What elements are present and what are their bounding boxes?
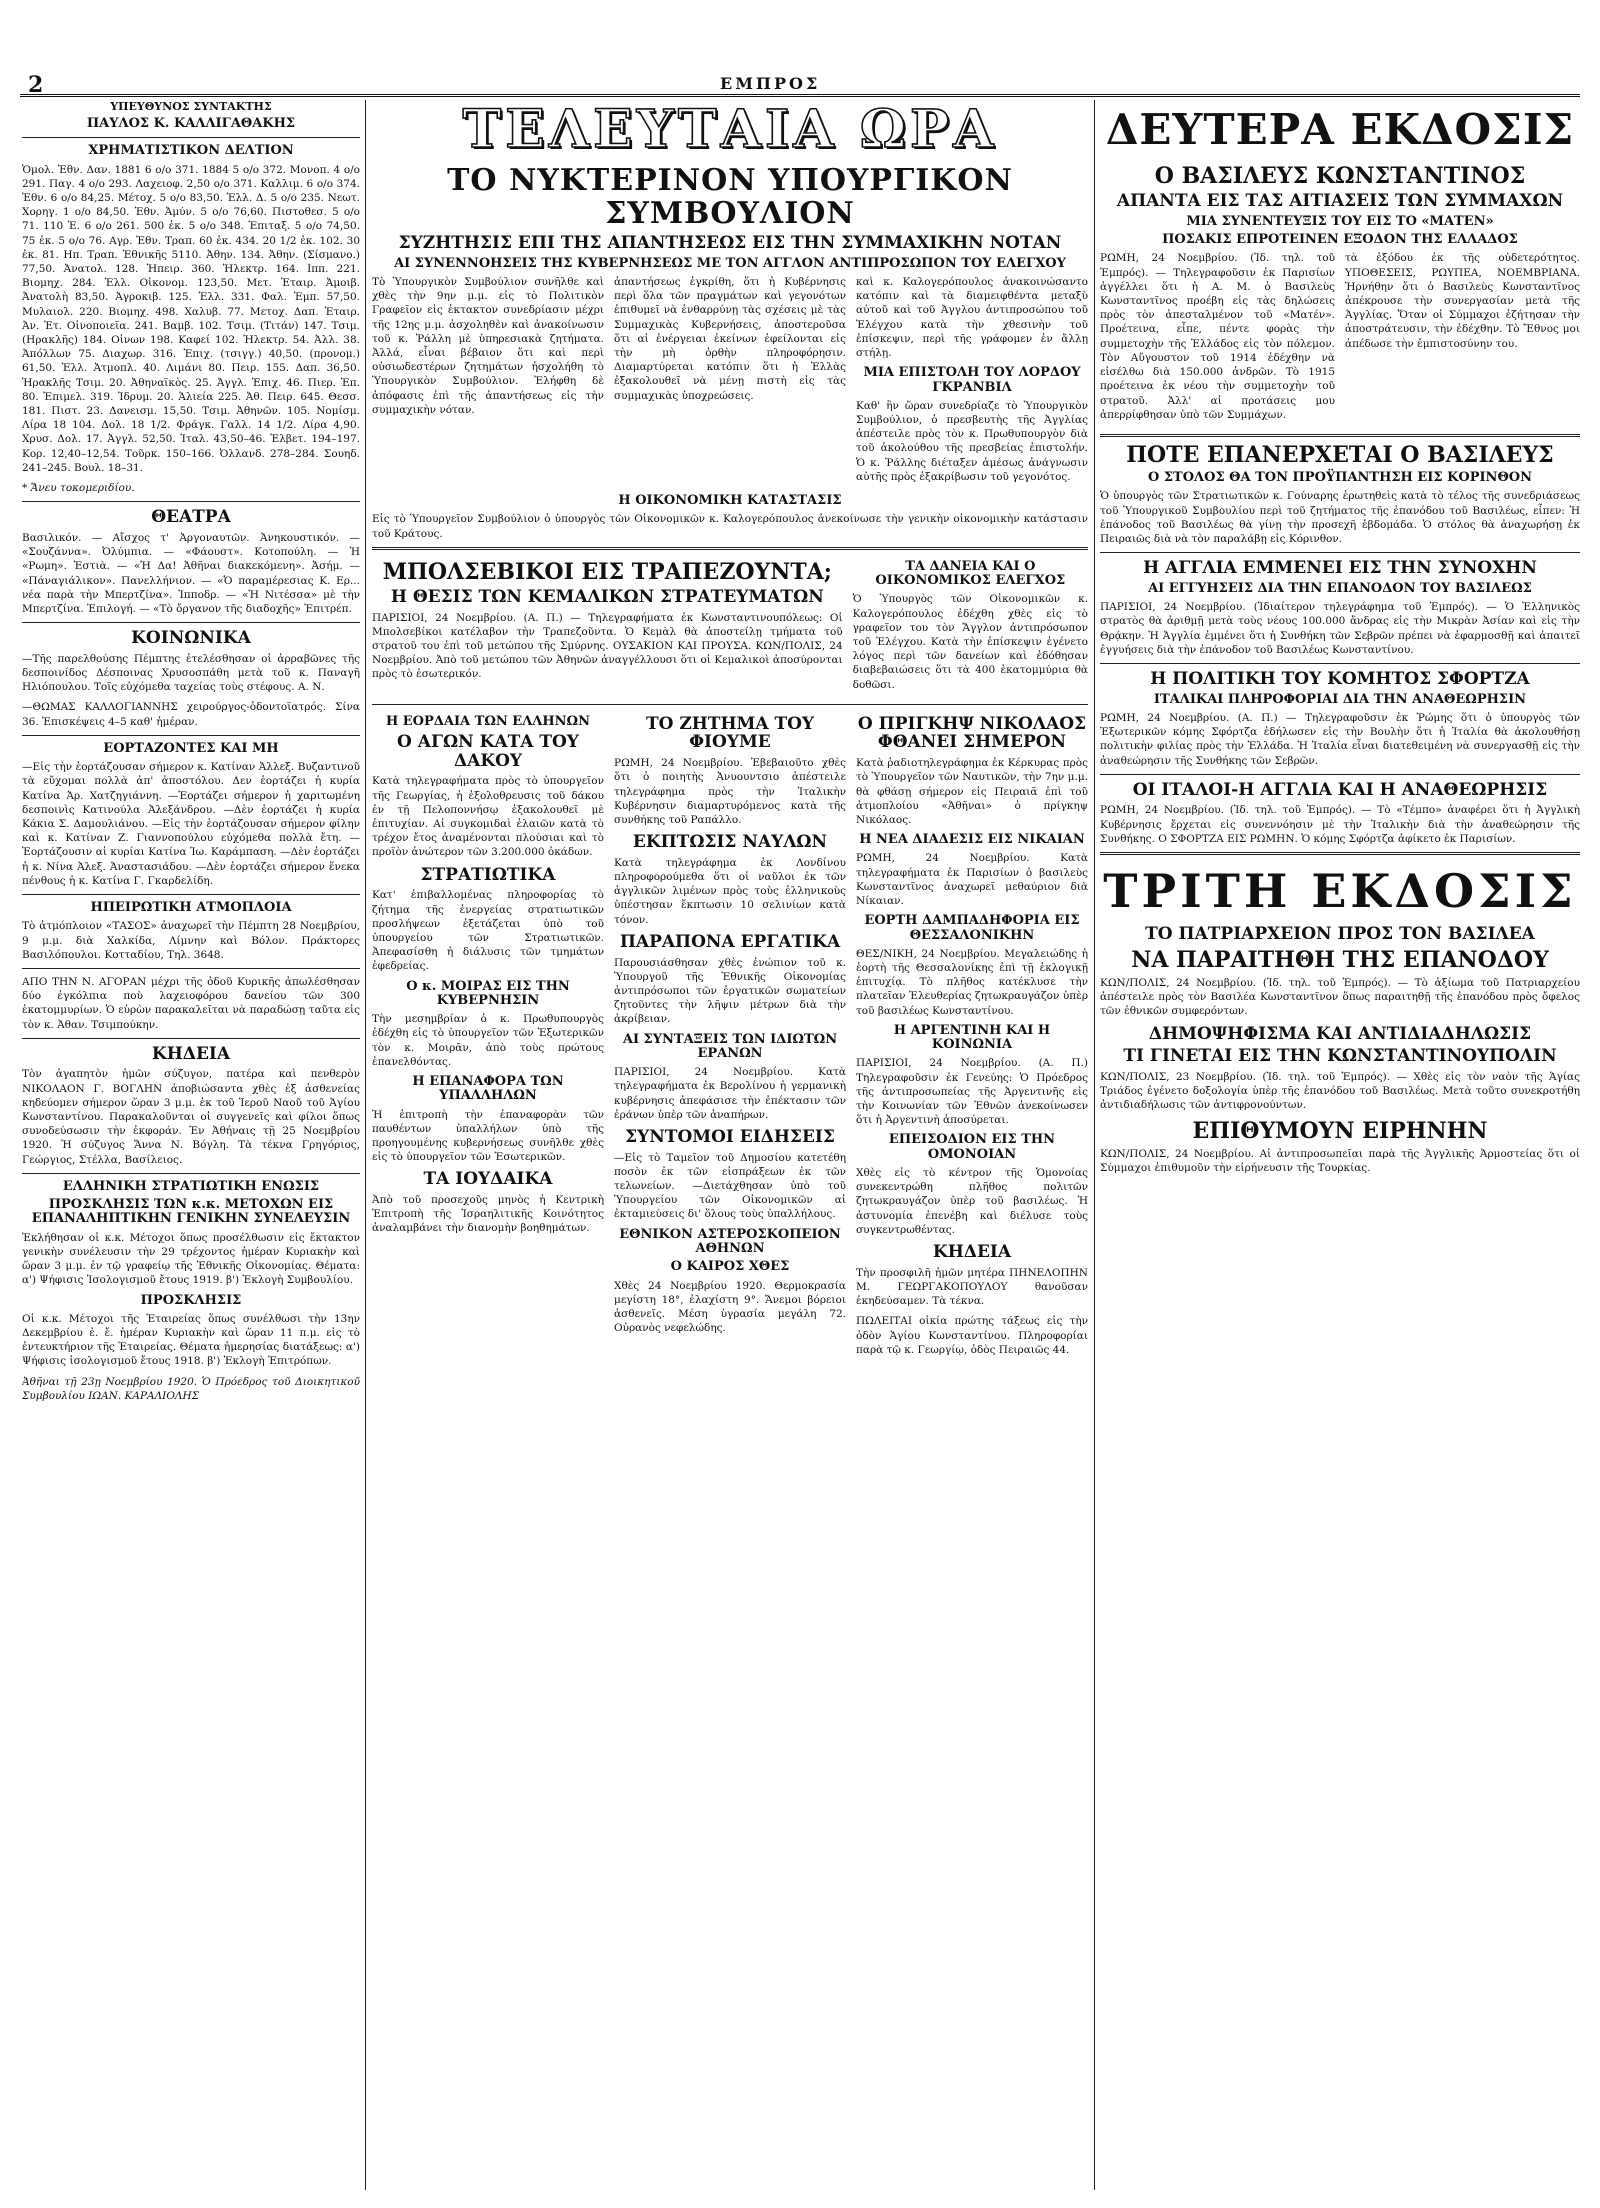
military-text: Κατ' ἐπιβαλλομένας πληροφορίας τὸ ζήτημα τῆς ἐνεργείας στρατιωτικῶν προσλήψεων ἐξετάζεται ὑπὸ τοῦ ὑπουργείου τῶν Στρατιωτικῶν. Ἀπεφασίσθη ἡ διάλυσις τῶν τμημάτων ἐφεδρείας. (372, 889, 604, 973)
patriarch-text: ΚΩΝ/ΠΟΛΙΣ, 24 Νοεμβρίου. (Ἰδ. τηλ. τοῦ Ἐμπρός). — Τὸ ἀξίωμα τοῦ Πατριαρχείου ἀπέστειλε πρὸς τὸν Βασιλέα Κωνσταντῖνον ὅπως παραιτηθῇ τῆς ἐπανόδου πρὸς ὄφελος τῶν ἐθνικῶν συμφερόντων. (1100, 976, 1580, 1018)
editor-name: ΠΑΥΛΟΣ Κ. ΚΑΛΛΙΓΑΘΑΚΗΣ (86, 116, 296, 131)
notaries-headline: ΑΙ ΣΥΝΤΑΞΕΙΣ ΤΩΝ ΙΔΙΩΤΩΝ ΕΡΑΝΩΝ (622, 1031, 838, 1061)
weather-headline: Ο ΚΑΙΡΟΣ ΧΘΕΣ (670, 1259, 790, 1275)
lead-headline: ΤΟ ΝΥΚΤΕΡΙΝΟΝ ΥΠΟΥΡΓΙΚΟΝ ΣΥΜΒΟΥΛΙΟΝ (447, 163, 1013, 231)
finance-text: Ὁμολ. Ἐθν. Δαν. 1881 6 ο/ο 371. 1884 5 ο/ο 372. Μονοπ. 4 ο/ο 291. Παγ. 4 ο/ο 293. Λαχειοφ. 2,50 ο/ο 371. Καλλιμ. 6 ο/ο 374. Ἐθν. 6 ο/ο 84,25. Μέτοχ. 5 ο/ο 83,50. Ἐλλ. Δ. 5 ο/ο 235. Νεωτ. Χορηγ. 1 ο/ο 84,50. Ἐθν. Ἀμύν. 5 ο/ο 76,60. Πιστοθεσ. 5 ο/ο 71. 110 Ἐ. 6 ο/ο 261. 500 ἐκ. 5 ο/ο 348. Ἐπιταξ. 5 ο/ο 74,50. 75 ἐκ. 5 ο/ο 76. Αγρ. Ἐθν. Τραπ. 60 ἐκ. 434. 20 1/2 ἐκ. 102. 30 ἐκ. 81. Ηπ. Τραπ. Ἐθνικῆς 5110. Ἀθην. 134. Ἀθην. (Σίσμανο.) 77,50. Ἀνατολ. 128. Ἠπειρ. 360. Ἠλεκτρ. 164. Ιππ. 221. Βιομηχ. 284. Ἑλλ. Οἰκονομ. 123,50. Μετ. Ἐταιρ. Ἀμοιβ. Ἀνατολὴ 83,50. Ἀγροκιβ. 125. Ἑλλ. 331. Φαλ. Ἐμπ. 57,50. Μυλαιολ. 220. Βιομηχ. 498. Χαλυβ. 77. Μετοχ. Δαπ. Ἐταιρ. Ἀν. Ἑτ. Οἰνοποιεῖα. 241. Βαμβ. 102. Τσιμ. (Τιτάν) 147. Τσιμ. (Ηρακλῆς) 184. Οἰνων 198. Καφεί 102. Ἠλεκτρ. 54. Ἀλλ. 38. Ἀπόλλων 75. Διαχωρ. 316. Ἐπιχ. (τσιγγ.) 40,50. (προνομ.) 61,50. Ἐλλ. Ἀτμοπλ. 40. Λιμάνι 80. Πειρ. 155. Δαπ. 36,50. Ἡρακλῆς Τσιμ. 20. Ἀθηναϊκὸς. 25. Ἀγγλ. Ἐπιχ. 46. Πιερ. Ἐπ. 80. Ἐπιμελ. 319. Ἰδρυμ. 20. Ἁλιεία 225. Ἀθ. Πειρ. 645. Θεσσ. 181. Πιστ. 23. Δανεισμ. 15,50. Τσιμ. Ἀθηνῶν. 105. Νομίσμ. Λίρα 18 104. Δολ. 18 1/2. Φράγκ. Γαλλ. 14 1/2. Λίρα 4,90. Χρυσ. Δολ. 17. Ἀγγλ. 52,50. Ἰταλ. 43,50–46. Ἐλβετ. 194–197. Κορ. 12,40–12,54. Τοῦρκ. 150–166. Ὀλλανδ. 278–284. Σουηδ. 241–245. Βουλ. 18–31. (22, 163, 360, 474)
loans-text: Ὁ Ὑπουργὸς τῶν Οἰκονομικῶν κ. Καλογερόπουλος ἐδέχθη χθὲς εἰς τὸ γραφεῖον του τὸν Ἄγγλον ἀντιπρόσωπον τοῦ Ἐλέγχου. Κατὰ τὴν ἐπίσκεψιν ἐγένετο λόγος περὶ τῶν δανείων καὶ ἐδόθησαν διαβεβαιώσεις ὅτι τὰ 400 ἑκατομμύρια θὰ δοθῶσι. (852, 593, 1088, 691)
king-text: ΡΩΜΗ, 24 Νοεμβρίου. (Ἰδ. τηλ. τοῦ Ἐμπρός). — Τηλεγραφοῦσιν ἐκ Παρισίων ἀγγέλλει ὅτι ἡ Α. Μ. ὁ Βασιλεὺς Κωνσταντῖνος προέβη εἰς τὰς δηλώσεις πρὸς τὸν ἀπεσταλμένον τοῦ «Ματέν». Προέτεινα, εἶπε, πέντε φορὰς τὴν συμμετοχὴν τῆς Ἑλλάδος εἰς τὸν πόλεμον. Τὸν Αὔγουστον τοῦ 1914 ἐδέχθην νὰ εἰσέλθω διὰ 150.000 ἀνδρῶν. Τὸ 1915 προέτεινα ἐκ νέου τὴν συμμετοχὴν τοῦ στρατοῦ. Ἀλλ' αἱ προτάσεις μου ἀπερρίφθησαν ὑπὸ τῶν Συμμάχων. (1100, 252, 1335, 421)
kemal-headline: Η ΘΕΣΙΣ ΤΩΝ ΚΕΜΑΛΙΚΩΝ ΣΤΡΑΤΕΥΜΑΤΩΝ (390, 586, 824, 607)
finance-note: * Ἄνευ τοκομεριδίου. (22, 482, 135, 495)
nikaia-text: ΡΩΜΗ, 24 Νοεμβρίου. Κατὰ τηλεγραφήματα ἐκ Παρισίων ὁ βασιλεὺς Κωνσταντῖνος ἀναχωρεῖ μεθαύριον διὰ Νίκαιαν. (856, 852, 1088, 908)
king-subheadline: ΑΠΑΝΤΑ ΕΙΣ ΤΑΣ ΑΙΤΙΑΣΕΙΣ ΤΩΝ ΣΥΜΜΑΧΩΝ (1116, 191, 1564, 212)
column-divider (365, 100, 366, 2190)
union-text: Ἐκλήθησαν οἱ κ.κ. Μέτοχοι ὅπως προσέλθωσιν εἰς ἔκτακτον γενικὴν συνέλευσιν τὴν 29 τρέχοντος ἡμέραν Κυριακὴν καὶ ὥραν 3 μ.μ. ἐν τῷ γραφείῳ τῆς Ἐθνικῆς Οἰκονομίας. Θέματα: α') Ψήφισις Ἰσολογισμοῦ ἔτους 1919. β') Ἐκλογὴ Συμβουλίου. (22, 1231, 360, 1287)
divider (22, 968, 360, 969)
labor-text: Παρουσιάσθησαν χθὲς ἐνώπιον τοῦ κ. Ὑπουργοῦ τῆς Ἐθνικῆς Οἰκονομίας ἀντιπρόσωποι τῶν ἐργατικῶν σωματείων ζητοῦντες τὴν λῆψιν μέτρων διὰ τὴν ἀκρίβειαν. (614, 956, 846, 1026)
judaica-text: Ἀπὸ τοῦ προσεχοῦς μηνὸς ἡ Κεντρικὴ Ἐπιτροπὴ τῆς Ἰσραηλιτικῆς Κοινότητος ἀναλαμβάνει τὴν διανομὴν βοηθημάτων. (372, 1194, 604, 1235)
italy-headline: ΟΙ ΙΤΑΛΟΙ-Η ΑΓΓΛΙΑ ΚΑΙ Η ΑΝΑΘΕΩΡΗΣΙΣ (1132, 779, 1548, 800)
divider (1100, 663, 1580, 664)
king-subheadline-3: ΠΟΣΑΚΙΣ ΕΠΡΟΤΕΙΝΕΝ ΕΞΟΔΟΝ ΤΗΣ ΕΛΛΑΔΟΣ (1162, 232, 1518, 248)
omonoia-headline: ΕΠΕΙΣΟΔΙΟΝ ΕΙΣ ΤΗΝ ΟΜΟΝΟΙΑΝ (888, 1132, 1056, 1162)
funeral-text: Τὴν προσφιλῆ ἡμῶν μητέρα ΠΗΝΕΛΟΠΗΝ Μ. ΓΕΩΡΓΑΚΟΠΟΥΛΟΥ θανοῦσαν ἐκηδεύσαμεν. Τὰ τέκνα. (856, 1266, 1088, 1308)
bolshevik-article (372, 556, 843, 698)
prince-headline: Ο ΠΡΙΓΚΗΨ ΝΙΚΟΛΑΟΣ ΦΘΑΝΕΙ ΣΗΜΕΡΟΝ (857, 713, 1087, 753)
invite-text: Οἱ κ.κ. Μέτοχοι τῆς Ἑταιρείας ὅπως συνέλθωσι τὴν 13ην Δεκεμβρίου ἐ. ἔ. ἡμέραν Κυριακὴν καὶ ὥραν 11 π.μ. εἰς τὸ ἐντευκτήριον τῆς Ἑταιρείας. Θέματα ἡμερησίας διατάξεως: α') Ψήφισις ἰσολογισμοῦ ἔτους 1918. β') Ἐκλογὴ Ἐπιτρόπων. (22, 1312, 360, 1368)
namedays-title: ΕΟΡΤΑΖΟΝΤΕΣ ΚΑΙ ΜΗ (103, 740, 279, 756)
bolshevik-row (372, 556, 1088, 698)
invite-title: ΠΡΟΣΚΛΗΣΙΣ (140, 1292, 242, 1308)
funerals-title: ΚΗΔΕΙΑ (151, 1043, 231, 1064)
divider (372, 704, 1088, 705)
theatres-title: ΘΕΑΤΡΑ (151, 507, 231, 528)
lower-middle (614, 711, 846, 1363)
labor-headline: ΠΑΡΑΠΟΝΑ ΕΡΓΑΤΙΚΑ (619, 931, 841, 952)
lead-subheadline: ΣΥΖΗΤΗΣΙΣ ΕΠΙ ΤΗΣ ΑΠΑΝΤΗΣΕΩΣ ΕΙΣ ΤΗΝ ΣΥΜΜΑΧΙΚΗΝ ΝΟΤΑΝ (398, 233, 1062, 253)
peace-text: ΚΩΝ/ΠΟΛΙΣ, 24 Νοεμβρίου. Αἱ ἀντιπροσωπεῖαι παρὰ τῆς Ἀγγλικῆς Ἀρμοστείας ὅτι οἱ Σύμμαχοι ἐπιθυμοῦν τὴν εἰρήνευσιν τῆς Τουρκίας. (1100, 1147, 1580, 1174)
king-headline: Ο ΒΑΣΙΛΕΥΣ ΚΩΝΣΤΑΝΤΙΝΟΣ (1154, 163, 1526, 189)
army-headline: Η ΕΟΡΔΑΙΑ ΤΩΝ ΕΛΛΗΝΩΝ (385, 713, 591, 729)
union-subtitle: ΠΡΟΣΚΛΗΣΙΣ ΤΩΝ κ.κ. ΜΕΤΟΧΩΝ ΕΙΣ ΕΠΑΝΑΛΗΠΤΙΚΗΝ ΓΕΝΙΚΗΝ ΣΥΝΕΛΕΥΣΙΝ (31, 1197, 351, 1227)
shipping-title: ΗΠΕΙΡΩΤΙΚΗ ΑΤΜΟΠΛΟΙΑ (90, 900, 292, 915)
omonoia-text: Χθὲς εἰς τὸ κέντρον τῆς Ὁμονοίας συνεκεντρώθη πλῆθος πολιτῶν ζητωκραυγάζον ὑπὲρ τοῦ βασιλέως. Ἡ ἀστυνομία ἐπενέβη καὶ διέλυσε τοὺς συγκεντρωθέντας. (856, 1167, 1088, 1236)
column-divider (1094, 100, 1095, 2190)
divider (1100, 552, 1580, 553)
daku-headline: Ο ΑΓΩΝ ΚΑΤΑ ΤΟΥ ΔΑΚΟΥ (397, 732, 579, 771)
social-title: ΚΟΙΝΩΝΙΚΑ (131, 628, 251, 649)
divider (22, 137, 360, 138)
pension-headline: Ο κ. ΜΟΙΡΑΣ ΕΙΣ ΤΗΝ ΚΥΒΕΡΝΗΣΙΝ (406, 978, 570, 1008)
lead-third-column (856, 275, 1088, 490)
observatory-headline: ΕΘΝΙΚΟΝ ΑΣΤΕΡΟΣΚΟΠΕΙΟΝ ΑΘΗΝΩΝ (619, 1226, 841, 1256)
england-headline: Η ΑΓΓΛΙΑ ΕΜΜΕΝΕΙ ΕΙΣ ΤΗΝ ΣΥΝΟΧΗΝ (1143, 558, 1537, 579)
funeral-headline: ΚΗΔΕΙΑ (932, 1242, 1012, 1263)
plebiscite-headline: ΔΗΜΟΨΗΦΙΣΜΑ ΚΑΙ ΑΝΤΙΔΙΑΔΗΛΩΣΙΣ (1148, 1023, 1532, 1044)
page-number: 2 (28, 72, 44, 98)
short-news-headline: ΣΥΝΤΟΜΟΙ ΕΙΔΗΣΕΙΣ (625, 1126, 835, 1147)
officials-text: Ἡ ἐπιτροπὴ τὴν ἐπαναφορὰν τῶν παυθέντων ὑπαλλήλων ὑπὸ τῆς προηγουμένης κυβερνήσεως συνῆλθε χθὲς εἰς τὸ ὑπουργεῖον τῶν Ἐσωτερικῶν. (372, 1108, 604, 1164)
middle-column (372, 100, 1088, 2190)
kemal-text: ΠΑΡΙΣΙΟΙ, 24 Νοεμβρίου. (Α. Π.) — Τηλεγραφήματα ἐκ Κωνσταντινουπόλεως: Οἱ Μπολσεβίκοι κατέλαβον τὴν Τραπεζοῦντα. Ὁ Κεμὰλ θὰ ἀποστείλῃ τμήματα τοῦ στρατοῦ του ἐπὶ τοῦ μετώπου τῆς Σμύρνης. ΟΥΣΑΚΙΟΝ ΚΑΙ ΠΡΟΥΣΑ. ΚΩΝ/ΠΟΛΙΣ, 24 Νοεμβρίου. Ἀπὸ τοῦ μετώπου τῶν Ἀθηνῶν ἀναγγέλλουσι ὅτι οἱ Κεμαλικοὶ ἀποσύρονται πρὸς τὸ ἐσωτερικόν. (372, 611, 843, 681)
divider (22, 894, 360, 895)
namedays-text: —Εἰς τὴν ἑορτάζουσαν σήμερον κ. Κατίναν Ἀλλεξ. Βυζαντινοῦ τὰ εὔχομαι πολλὰ ἀπ' ἀποστόλου. Δεν ἑορτάζει ἡ κυρία Κατίνα Ἀρ. Χατζηγιάννη. —Ἑορτάζει σήμερον ἡ χαριτωμένη δεσποινὶς Κατινούλα Ἀλεξάνδρου. —Δὲν ἑορτάζει ἡ κυρία Κάκια Σ. Δαμουλιάνου. —Εἰς τὴν ἑορτάζουσαν σήμερον φίλην καὶ κ. Κατίναν Ζ. Γιαννοπούλου εὐχόμεθα πολλὰ ἔτη. —Ἑορτάζουσιν αἱ κυρίαι Κατίνα Ἰω. Καράμπαση. —Δὲν ἑορτάζει ἡ κ. Νίνα Ἀλεξ. Ἀναστασιάδου. —Δὲν ἑορτάζει σήμερον ἕνεκα πένθους ἡ κ. Κατίνα Γ. Γκαρδελίδη. (22, 761, 360, 887)
masthead (20, 72, 1580, 98)
divider (22, 1173, 360, 1174)
lead-text: Τὸ Ὑπουργικὸν Συμβούλιον συνῆλθε καὶ χθὲς τὴν 9ην μ.μ. εἰς τὸ Πολιτικὸν Γραφεῖον εἰς ἐκτακτον συνεδρίασιν μέχρι τῆς 12ης μ.μ. ἀσχοληθὲν καὶ ἀνακοίνωσιν τοῦ κ. Ῥάλλη μὲ ὑπηρεσιακὰ ζητήματα. Ἀλλά, εἶναι βέβαιον ὅτι καὶ περὶ οὐσιωδεστέρων ζητημάτων ἠσχολήθη τὸ Ὑπουργικὸν Συμβούλιον. Ἐλήφθη δὲ ἀπόφασις ἐπὶ τῆς ἀπαντήσεως εἰς τὴν συμμαχικὴν νόταν. (372, 275, 604, 416)
italy-text: ΡΩΜΗ, 24 Νοεμβρίου. (Ἰδ. τηλ. τοῦ Ἐμπρός). — Τὸ «Τέμπο» ἀναφέρει ὅτι ἡ Ἀγγλικὴ Κυβέρνησις ἔρχεται εἰς συνεννόησιν μὲ τὴν Ἰταλικὴν διὰ τὴν ἀναθεώρησιν τῆς Συνθήκης. Ο ΣΦΟΡΤΖΑ ΕΙΣ ΡΩΜΗΝ. Ὁ κόμης Σφόρτζα ἀφίκετο ἐκ Παρισίων. (1100, 804, 1580, 845)
divider (1100, 774, 1580, 775)
constantinople-headline: ΤΙ ΓΙΝΕΤΑΙ ΕΙΣ ΤΗΝ ΚΩΝΣΤΑΝΤΙΝΟΥΠΟΛΙΝ (1123, 1046, 1557, 1067)
left-column (22, 100, 360, 2190)
king-subheadline-2: ΜΙΑ ΣΥΝΕΝΤΕΥΞΙΣ ΤΟΥ ΕΙΣ ΤΟ «ΜΑΤΕΝ» (1186, 213, 1494, 229)
lead-columns (372, 275, 1088, 490)
argentina-headline: Η ΑΡΓΕΝΤΙΝΗ ΚΑΙ Η ΚΟΙΝΩΝΙΑ (893, 1022, 1051, 1053)
invite-signature: Ἀθῆναι τῇ 23ῃ Νοεμβρίου 1920. Ὁ Πρόεδρος τοῦ Διοικητικοῦ Συμβουλίου ΙΩΑΝ. ΚΑΡΑΛΙΟΛΗΣ (22, 1375, 360, 1402)
return-subheadline: Ο ΣΤΟΛΟΣ ΘΑ ΤΟΝ ΠΡΟΫΠΑΝΤΗΣΗ ΕΙΣ ΚΟΡΙΝΘΟΝ (1148, 470, 1532, 486)
union-title: ΕΛΛΗΝΙΚΗ ΣΤΡΑΤΙΩΤΙΚΗ ΕΝΩΣΙΣ (62, 1178, 320, 1194)
fiume-headline: ΤΟ ΖΗΤΗΜΑ ΤΟΥ ΦΙΟΥΜΕ (645, 713, 815, 753)
divider (372, 547, 1088, 550)
short-news-text: —Εἰς τὸ Ταμεῖον τοῦ Δημοσίου κατετέθη ποσὸν ἐκ τῶν εἰσπράξεων ἐκ τῶν τελωνείων. —Διετάχθησαν ὑπὸ τοῦ Ὑπουργείου τῶν Οἰκονομικῶν αἱ ἐκταμιεύσεις δι' ὅλους τοὺς ὑπαλλήλους. (614, 1151, 846, 1221)
shipping-text: Τὸ ἀτμόπλοιον «ΤΑΣΟΣ» ἀναχωρεῖ τὴν Πέμπτη 28 Νοεμβρίου, 9 μ.μ. διὰ Χαλκίδα, Λίμνην καὶ Βόλον. Πράκτορες Βασιλόπουλοι. Κοτταδίου, Τηλ. 3648. (22, 920, 360, 961)
fiume-text: ΡΩΜΗ, 24 Νοεμβρίου. Ἐβεβαιοῦτο χθὲς ὅτι ὁ ποιητὴς Ἀνυουντσιο ἀπέστειλε τηλεγράφημα πρὸς τὴν Ἰταλικὴν Κυβέρνησιν διαμαρτυρόμενος κατὰ τῆς συνθήκης τοῦ Ραπάλλο. (614, 757, 846, 826)
weather-text: Χθὲς 24 Νοεμβρίου 1920. Θερμοκρασία μεγίστη 18°, ἐλαχίστη 9°. Ἄνεμοι βόρειοι ἀσθενεῖς. Μέση ὑγρασία μεγάλη 72. Οὐρανὸς νεφελώδης. (614, 1279, 846, 1335)
sale-notice: ΠΩΛΕΙΤΑΙ οἰκία πρώτης τάξεως εἰς τὴν ὁδὸν Ἁγίου Κωνσταντίνου. Πληροφορίαι παρὰ τῷ κ. Γεωργίῳ, ὁδὸς Πειραιῶς 44. (856, 1315, 1088, 1356)
newspaper-name: ΕΜΠΡΟΣ (720, 74, 821, 93)
prince-text: Κατὰ ῥαδιοτηλεγράφημα ἐκ Κέρκυρας πρὸς τὸ Ὑπουργεῖον τῶν Ναυτικῶν, τὴν 7ην μ.μ. θὰ φθάσῃ σήμερον εἰς Πειραιᾶ ἐπὶ τοῦ ἀτμοπλοίου «Ἀθῆναι» ὁ πρίγκηψ Νικόλαος. (856, 757, 1088, 826)
judaica-headline: ΤΑ ΙΟΥΔΑΙΚΑ (423, 1169, 553, 1190)
fares-text: Κατὰ τηλεγράφημα ἐκ Λονδίνου πληροφορούμεθα ὅτι οἱ ναῦλοι ἐκ τῶν ἀγγλικῶν λιμένων πρὸς τοὺς ἑλληνικοὺς ὑπέστησαν ἔκπτωσιν 10 σελινίων κατὰ τόνον. (614, 856, 846, 926)
argentina-text: ΠΑΡΙΣΙΟΙ, 24 Νοεμβρίου. (Α. Π.) Τηλεγραφοῦσιν ἐκ Γενεύης: Ὁ Πρόεδρος τῆς ἀντιπροσωπείας τῆς Ἀργεντινῆς εἰς τὴν Κοινωνίαν τῶν Ἐθνῶν ἀνεκοίνωσεν ὅτι ἡ Ἀργεντινὴ ἀποσύρεται. (856, 1057, 1088, 1127)
return-text: Ὁ ὑπουργὸς τῶν Στρατιωτικῶν κ. Γούναρης ἐρωτηθεὶς κατὰ τὸ τέλος τῆς συνεδριάσεως τοῦ Ὑπουργικοῦ Συμβουλίου περὶ τοῦ ζητήματος τῆς ἐπανόδου τοῦ Βασιλέως, εἶπεν: Ἡ ἐπάνοδος τοῦ Βασιλέως θὰ γίνῃ τὴν προσεχῆ ἑβδομάδα. Ὁ στόλος θὰ ἀναχωρήσῃ ἐκ Πειραιῶς διὰ νὰ τὸν παραλάβῃ εἰς Κόρινθον. (1100, 490, 1580, 545)
market-notice: ΑΠΟ ΤΗΝ Ν. ΑΓΟΡΑΝ μέχρι τῆς ὀδοῦ Κυρικῆς ἀπωλέσθησαν δύο ἐγκόλπια ποὺ λαχειοφόρου δανείου τῶν 300 ἑκατομμυρίων. Ὁ εὑρὼν παρακαλεῖται νὰ παραδώσῃ ταῦτα εἰς τὸν κ. Ἀθαν. Τσιμπούκην. (22, 975, 360, 1031)
editor-label: ΥΠΕΥΘΥΝΟΣ ΣΥΝΤΑΚΤΗΣ (110, 100, 272, 113)
england-subheadline: ΑΙ ΕΓΓΥΗΣΕΙΣ ΔΙΑ ΤΗΝ ΕΠΑΝΟΔΟΝ ΤΟΥ ΒΑΣΙΛΕΩΣ (1148, 580, 1532, 596)
patriarch-headline: ΤΟ ΠΑΤΡΙΑΡΧΕΙΟΝ ΠΡΟΣ ΤΟΝ ΒΑΣΙΛΕΑ (1145, 924, 1535, 945)
social-text: —Τῆς παρελθούσης Πέμπτης ἐτελέσθησαν οἱ ἀρραβῶνες τῆς δεσποινίδος Δέσποινας Χρυσοσπάθη μετὰ τοῦ κ. Παναγῆ Ηλιόπουλου. Τοῖς εὐχόμεθα ταχείας τοὺς στέφους. Α. Ν. (22, 652, 360, 694)
sforza-text: ΡΩΜΗ, 24 Νοεμβρίου. (Α. Π.) — Τηλεγραφοῦσιν ἐκ Ῥώμης ὅτι ὁ ὑπουργὸς τῶν Ἐξωτερικῶν κόμης Σφόρτζα ἐδήλωσεν εἰς τὴν Βουλὴν ὅτι ἡ Ἰταλία θὰ ἀκολουθήσῃ πολιτικὴν φιλίας πρὸς τὴν Ἑλλάδα. Ἡ Ἰταλία εἶναι διατεθειμένη νὰ συνεργασθῇ εἰς τὴν ἀναθεώρησιν τῆς Συνθήκης τῶν Σεβρῶν. (1100, 711, 1580, 767)
divider (22, 735, 360, 736)
masthead-rule (20, 94, 1580, 97)
economy-headline: Η ΟΙΚΟΝΟΜΙΚΗ ΚΑΤΑΣΤΑΣΙΣ (618, 493, 842, 509)
lead-subheadline-2: ΑΙ ΣΥΝΕΝΝΟΗΣΕΙΣ ΤΗΣ ΚΥΒΕΡΝΗΣΕΩΣ ΜΕ ΤΟΝ ΑΓΓΛΟΝ ΑΝΤΙΠΡΟΣΩΠΟΝ ΤΟΥ ΕΛΕΓΧΟΥ (394, 255, 1066, 271)
letter-text: Καθ' ἣν ὥραν συνεδρίαζε τὸ Ὑπουργικὸν Συμβούλιον, ὁ πρεσβευτὴς τῆς Ἀγγλίας ἀπέστειλε πρὸς τὸν κ. Πρωθυπουργὸν διὰ τοῦ ἀκολούθου τῆς πρεσβείας ἐπιστολήν. Ὁ κ. Ῥάλλης διέταξεν ἀμέσως ἀνάγνωσιν αὐτῆς πρὸς ἐξακρίβωσιν τοῦ γεγονότος. (856, 399, 1088, 483)
notaries-text: ΠΑΡΙΣΙΟΙ, 24 Νοεμβρίου. Κατὰ τηλεγραφήματα ἐκ Βερολίνου ἡ γερμανικὴ κυβέρνησις ἀπεφάσισε τὴν ἐπέκτασιν τῶν ἐράνων ὑπὲρ τῶν ἀναπήρων. (614, 1066, 846, 1121)
nikaia-headline: Η ΝΕΑ ΔΙΑΔΕΣΙΣ ΕΙΣ ΝΙΚΑΙΑΝ (859, 832, 1085, 848)
last-hour-banner: ΤΕΛΕΥΤΑΙΑ ΩΡΑ (462, 100, 998, 160)
military-headline: ΣΤΡΑΤΙΩΤΙΚΑ (420, 864, 556, 885)
king-text: τὰ ἐξόδου ἐκ τῆς οὐδετερότητος. ΥΠΟΘΕΣΕΙΣ, ΡΩΥΠΕΑ, ΝΟΕΜΒΡΙΑΝΑ. Ἠρνήθην ὅτι ὁ Βασιλεὺς Κωνσταντῖνος ἀπέκρουσε τὴν συνεργασίαν μετὰ τῆς Ἀγγλίας. Ὅταν οἱ Σύμμαχοι ἐζήτησαν τὴν ἀποστράτευσιν, τὴν ἐδέχθην. Τὸ Ἔθνος μοι ἀπέδωσε τὴν ἐμπιστοσύνην του. (1345, 252, 1580, 350)
bolshevik-headline: ΜΠΟΛΣΕΒΙΚΟΙ ΕΙΣ ΤΡΑΠΕΖΟΥΝΤΑ; (382, 558, 832, 585)
constantinople-text: ΚΩΝ/ΠΟΛΙΣ, 23 Νοεμβρίου. (Ἰδ. τηλ. τοῦ Ἐμπρός). — Χθὲς εἰς τὸν ναὸν τῆς Ἁγίας Τριάδος ἐγένετο δοξολογία ὑπὲρ τῆς ἐπανόδου τοῦ Βασιλέως. Μετὰ τοῦτο συνεκροτήθη ἀντιδιαδήλωσις τῶν ἀντιφρονούντων. (1100, 1070, 1580, 1112)
social-notice: —ΘΩΜΑΣ ΚΑΛΛΟΓΙΑΝΝΗΣ χειρούργος-ὀδοντοϊατρός. Σίνα 36. Ἐπισκέψεις 4–5 καθ' ἡμέραν. (22, 701, 360, 728)
king-columns (1100, 251, 1580, 427)
loans-headline: ΤΑ ΔΑΝΕΙΑ ΚΑΙ Ο ΟΙΚΟΝΟΜΙΚΟΣ ΕΛΕΓΧΟΣ (875, 558, 1066, 589)
return-headline: ΠΟΤΕ ΕΠΑΝΕΡΧΕΤΑΙ Ο ΒΑΣΙΛΕΥΣ (1126, 441, 1554, 468)
funerals-text: Τὸν ἀγαπητὸν ἡμῶν σύζυγον, πατέρα καὶ πενθερὸν ΝΙΚΟΛΑΟΝ Γ. ΒΟΓΛΗΝ ἀποβιώσαντα χθὲς ἐξ ἀσθενείας κηδεύομεν σήμερον ὥραν 3 μ.μ. ἐκ τοῦ Ἱεροῦ Ναοῦ τοῦ Ἁγίου Κωνσταντίνου. Παρακαλοῦνται οἱ συγγενεῖς καὶ φίλοι ὅπως συνοδεύσωσιν τὴν ἐκφοράν. Ἐν Ἀθήναις τῇ 25 Νοεμβρίου 1920. Ἡ σύζυγος Ἄννα Ν. Βόγλη. Τὰ τέκνα Γρηγόριος, Γεώργιος, Στέλλα, Βασίλειος. (22, 1068, 360, 1166)
economy-text: Εἰς τὸ Ὑπουργεῖον Συμβούλιον ὁ ὑπουργὸς τῶν Οἰκονομικῶν κ. Καλογερόπουλος ἀνεκοίνωσε τὴν γενικὴν οἰκονομικὴν κατάστασιν τοῦ Κράτους. (372, 513, 1088, 540)
patriarch-subheadline: ΝΑ ΠΑΡΑΙΤΗΘΗ ΤΗΣ ΕΠΑΝΟΔΟΥ (1131, 946, 1549, 973)
second-edition-banner: ΔΕΥΤΕΡΑ ΕΚΔΟΣΙΣ (1105, 105, 1575, 154)
divider (1100, 434, 1580, 437)
fares-headline: ΕΚΠΤΩΣΙΣ ΝΑΥΛΩΝ (632, 832, 828, 853)
sforza-headline: Η ΠΟΛΙΤΙΚΗ ΤΟΥ ΚΟΜΗΤΟΣ ΣΦΟΡΤΖΑ (1150, 669, 1530, 689)
daku-text: Κατὰ τηλεγραφήματα πρὸς τὸ ὑπουργεῖον τῆς Γεωργίας, ἡ ἐξολοθρευσις τοῦ δάκου ἐν τῇ Πελοποννήσῳ ἐξακολουθεῖ μὲ ἐπιτυχίαν. Αἱ συγκομιδαὶ ἐλαιῶν κατὰ τὸ τρέχον ἔτος ἀναμένονται πλούσιαι καὶ τὸ προϊὸν ἀνώτερον τῶν 3.200.000 ὀκάδων. (372, 775, 604, 859)
pension-text: Τὴν μεσημβρίαν ὁ κ. Πρωθυπουργὸς ἐδέχθη εἰς τὸ ὑπουργεῖον τῶν Ἐξωτερικῶν τὸν κ. Μοιρᾶν, ἀπὸ τοὺς πρώτους ἐπανελθόντας. (372, 1013, 604, 1068)
letter-headline: ΜΙΑ ΕΠΙΣΤΟΛΗ ΤΟΥ ΛΟΡΔΟΥ ΓΚΡΑΝΒΙΛ (863, 365, 1081, 395)
lead-text: ἀπαντήσεως ἐγκρίθη, ὅτι ἡ Κυβέρνησις περὶ ὅλα τῶν πραγμάτων καὶ γεγονότων ἐπιθυμεῖ νὰ ἐνθαρρύνῃ τὰς σχέσεις μὲ τὰς Συμμαχικὰς Κυβερνήσεις, ἀποστεροῦσα ὅτι αἱ ἐνέργειαι ἐκείνων ἐφείλονται εἰς τὴν μὴ ὀρθὴν πληροφόρησιν. Διαμαρτύρεται κατόπιν ὅτι ἡ Ἑλλὰς ἐξακολουθεῖ νὰ μένῃ πιστὴ εἰς τὰς συμμαχικὰς ὑποχρεώσεις. (614, 275, 846, 402)
lower-columns (372, 711, 1088, 1363)
loans-article (853, 556, 1088, 698)
divider (22, 1038, 360, 1039)
divider (1100, 852, 1580, 855)
lead-text: καὶ κ. Καλογερόπουλος ἀνακοινώσαντο κατόπιν καὶ τὰ διαμειφθέντα μεταξὺ αὐτοῦ καὶ τοῦ Ἀγγλου ἀντιπροσώπου τοῦ Ἐλέγχου κατὰ τὴν χθεσινὴν τοῦ ἐπίσκεψιν, περὶ τῆς γράφομεν ἐν ἄλλῃ στήλῃ. (856, 275, 1088, 359)
right-column (1100, 100, 1580, 2190)
peace-headline: ΕΠΙΘΥΜΟΥΝ ΕΙΡΗΝΗΝ (1192, 1117, 1488, 1144)
lower-left (372, 711, 604, 1363)
sforza-subheadline: ΙΤΑΛΙΚΑΙ ΠΛΗΡΟΦΟΡΙΑΙ ΔΙΑ ΤΗΝ ΑΝΑΘΕΩΡΗΣΙΝ (1153, 691, 1527, 707)
divider (22, 622, 360, 623)
officials-headline: Η ΕΠΑΝΑΦΟΡΑ ΤΩΝ ΥΠΑΛΛΗΛΩΝ (412, 1073, 564, 1104)
third-edition-banner: ΤΡΙΤΗ ΕΚΔΟΣΙΣ (1103, 864, 1577, 919)
lower-right (856, 711, 1088, 1363)
divider (22, 501, 360, 502)
salonika-headline: ΕΟΡΤΗ ΔΑΜΠΑΔΗΦΟΡΙΑ ΕΙΣ ΘΕΣΣΑΛΟΝΙΚΗΝ (864, 913, 1080, 943)
england-text: ΠΑΡΙΣΙΟΙ, 24 Νοεμβρίου. (Ἰδιαίτερον τηλεγράφημα τοῦ Ἐμπρός). — Ὁ Ἑλληνικὸς στρατὸς θὰ ἀριθμῇ μετὰ τοὺς νέους 100.000 ἄνδρας εἰς τὴν Μικρὰν Ἀσίαν καὶ εἰς τὴν Θρᾴκην. Ἡ Ἀγγλία ἐμμένει ὅτι ἡ Συνθήκη τῶν Σεβρῶν πρέπει νὰ ἐφαρμοσθῇ καὶ ἀπαιτεῖ ἐγγυήσεις διὰ τὴν ἐπάνοδον τοῦ Βασιλέως Κωνσταντίνου. (1100, 601, 1580, 656)
theatres-text: Βασιλικόν. — Αἴσχος τ' Ἀργοναυτῶν. Ἀνηκουστικόν. — «Σουζάννα». Ὀλύμπια. — «Φάουστ». Κοτοπούλη. — Ἡ «Ρωμη». Ἑστιὰ. — «Ἡ Δα! Ἀθῆναι διακεκόμενη». Ἀσήμ. — «Πάναγιάλικον». Πανελλήνιον. — «Ὁ παραμέρεσιας Κ. Ερ... νέα παρὰ τὴν Μπερτζίνα». Ἱπποδρ. — «Ἡ Νιτέσσα» μὲ τὴν Μπερτζίνα. Ἐπιλογή. — «Τὸ ὄργανον τῆς διαδοχῆς» Ἐπιτρέπ. (22, 531, 360, 615)
salonika-text: ΘΕΣ/ΝΙΚΗ, 24 Νοεμβρίου. Μεγαλειώδης ἡ ἑορτὴ τῆς Θεσσαλονίκης ἐπὶ τῇ ἐκλογικῇ ἐπιτυχίᾳ. Τὸ πλῆθος κατέκλυσε τὴν πλατεῖαν Ἐλευθερίας ζητωκραυγάζον ὑπὲρ τοῦ βασιλέως Κωνσταντίνου. (856, 947, 1088, 1017)
finance-title: ΧΡΗΜΑΤΙΣΤΙΚΟΝ ΔΕΛΤΙΟΝ (88, 143, 294, 159)
